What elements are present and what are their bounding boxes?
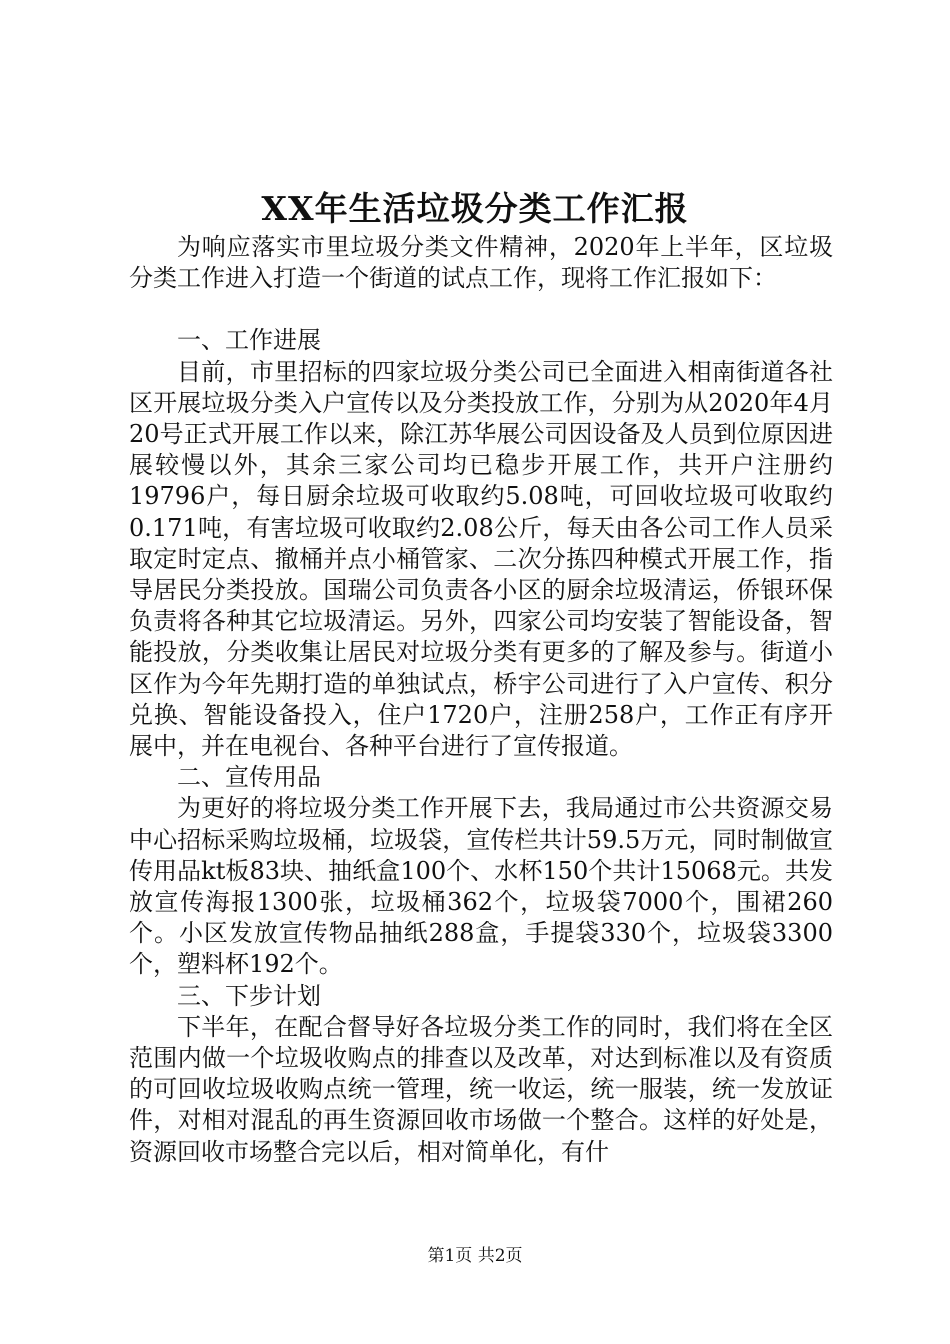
section-paragraph-next-plan: 下半年，在配合督导好各垃圾分类工作的同时，我们将在全区范围内做一个垃圾收购点的排查以及改革，对达到标准以及有资质的可回收垃圾收购点统一管理，统一收运，统一服装，统一发放证件，对相对混乱的再生资源回收市场做一个整合。这样的好处是，资源回收市场整合完以后，相对简单化，有什 [129,1012,833,1166]
intro-paragraph: 为响应落实市里垃圾分类文件精神，2020年上半年，区垃圾分类工作进入打造一个街道的试点工作，现将工作汇报如下： [129,233,833,293]
section-heading-progress: 一、工作进展 [177,326,321,355]
document-title: XX年生活垃圾分类工作汇报 [261,189,689,228]
section-paragraph-promo-materials: 为更好的将垃圾分类工作开展下去，我局通过市公共资源交易中心招标采购垃圾桶，垃圾袋，宣传栏共计59.5万元，同时制做宣传用品kt板83块、抽纸盒100个、水杯150个共计15068元。共发放宣传海报1300张，垃圾桶362个，垃圾袋7000个，围裙260个。小区发放宣传物品抽纸288盒，手提袋330个，垃圾袋3300个，塑料杯192个。 [129,794,833,979]
document-body [129,232,833,1168]
section-heading-promo-materials: 二、宣传用品 [177,763,321,792]
page-footer: 第1页 共2页 [427,1246,523,1266]
section-paragraph-progress: 目前，市里招标的四家垃圾分类公司已全面进入相南街道各社区开展垃圾分类入户宣传以及分类投放工作，分别为从2020年4月20号正式开展工作以来，除江苏华展公司因设备及人员到位原因进展较慢以外，其余三家公司均已稳步开展工作，共开户注册约19796户，每日厨余垃圾可收取约5.08吨，可回收垃圾可收取约0.171吨，有害垃圾可收取约2.08公斤，每天由各公司工作人员采取定时定点、撤桶并点小桶管家、二次分拣四种模式开展工作，指导居民分类投放。国瑞公司负责各小区的厨余垃圾清运，侨银环保负责将各种其它垃圾清运。另外，四家公司均安装了智能设备，智能投放，分类收集让居民对垃圾分类有更多的了解及参与。街道小区作为今年先期打造的单独试点，桥宇公司进行了入户宣传、积分兑换、智能设备投入，住户1720户，注册258户，工作正有序开展中，并在电视台、各种平台进行了宣传报道。 [129,357,833,761]
section-heading-next-plan: 三、下步计划 [177,981,321,1010]
